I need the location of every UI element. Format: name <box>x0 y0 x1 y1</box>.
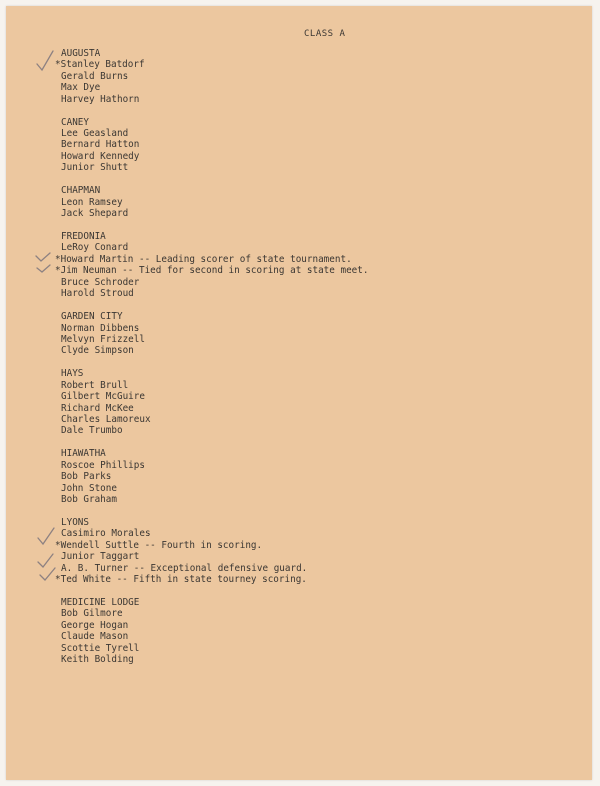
player-entry <box>55 59 368 70</box>
player-entry <box>61 551 368 562</box>
team-name: HIAWATHA <box>61 448 106 460</box>
player-entry <box>61 208 368 219</box>
player-entry <box>61 460 368 471</box>
player-text: Lee Geasland <box>61 128 129 140</box>
player-text: Robert Brull <box>61 379 129 391</box>
player-entry <box>55 265 368 276</box>
team-group <box>61 517 368 585</box>
player-entry <box>61 631 368 642</box>
checkmark-icon <box>37 51 53 70</box>
page-title: CLASS A <box>304 29 346 39</box>
player-text: A. B. Turner -- Exceptional defensive guard. <box>61 562 308 574</box>
player-text: Claude Mason <box>61 631 129 643</box>
player-entry <box>61 242 368 253</box>
player-entry <box>61 345 368 356</box>
player-text: Junior Taggart <box>61 551 140 563</box>
player-entry <box>55 540 368 551</box>
checkmark-icon <box>36 253 50 261</box>
player-text: Howard Kennedy <box>61 150 140 162</box>
player-text: * Howard Martin -- Leading scorer of state tournament. <box>55 254 352 265</box>
team-name: FREDONIA <box>61 231 106 243</box>
player-text: Max Dye <box>61 82 101 94</box>
player-entry <box>61 391 368 402</box>
player-text: George Hogan <box>61 619 129 631</box>
checkmark-icon <box>38 528 54 544</box>
team-name: AUGUSTA <box>61 48 101 59</box>
checkmark-icon <box>37 265 50 272</box>
player-text: Bruce Schroder <box>61 276 140 288</box>
team-group <box>61 311 368 357</box>
team-name: GARDEN CITY <box>61 311 123 323</box>
player-entry <box>61 94 368 105</box>
player-text: Bob Parks <box>61 471 112 483</box>
player-entry <box>61 494 368 505</box>
player-entry <box>61 139 368 150</box>
team-name: MEDICINE LODGE <box>61 597 140 608</box>
player-entry <box>61 654 368 665</box>
roster-list <box>61 48 368 677</box>
team-group <box>61 48 368 105</box>
player-entry <box>55 574 368 585</box>
player-entry <box>61 483 368 494</box>
player-entry <box>61 71 368 82</box>
player-entry <box>61 471 368 482</box>
player-text: Bob Gilmore <box>61 608 123 620</box>
player-text: Gerald Burns <box>61 70 129 82</box>
team-name: CANEY <box>61 116 89 128</box>
checkmark-icon <box>38 554 53 567</box>
player-entry <box>61 151 368 162</box>
player-text: * Wendell Suttle -- Fourth in scoring. <box>55 540 262 551</box>
team-name: HAYS <box>61 368 84 380</box>
player-entry <box>61 197 368 208</box>
player-entry <box>61 643 368 654</box>
player-entry <box>61 162 368 173</box>
player-entry <box>61 128 368 139</box>
player-text: Norman Dibbens <box>61 322 140 334</box>
team-group <box>61 231 368 299</box>
player-text: Gilbert McGuire <box>61 391 145 403</box>
player-text: Leon Ramsey <box>61 196 123 208</box>
player-entry <box>61 380 368 391</box>
team-group <box>61 117 368 174</box>
player-text: Casimiro Morales <box>61 528 151 540</box>
player-entry <box>61 425 368 436</box>
team-group <box>61 185 368 219</box>
player-text: Jack Shepard <box>61 208 129 220</box>
player-text: Junior Shutt <box>61 162 129 174</box>
player-text: Harvey Hathorn <box>61 93 140 105</box>
player-text: LeRoy Conard <box>61 242 129 254</box>
player-entry <box>55 254 368 265</box>
player-text: John Stone <box>61 482 117 494</box>
team-group <box>61 597 368 665</box>
player-text: * Jim Neuman -- Tied for second in scoring at state meet. <box>55 265 368 276</box>
player-entry <box>61 323 368 334</box>
player-text: Keith Bolding <box>61 654 134 666</box>
checkmark-icon <box>40 568 55 580</box>
team-group <box>61 448 368 505</box>
player-entry <box>61 620 368 631</box>
player-text: * Ted White -- Fifth in state tourney scoring. <box>55 574 307 585</box>
player-entry <box>61 288 368 299</box>
player-text: Bob Graham <box>61 493 117 505</box>
player-text: Harold Stroud <box>61 288 134 300</box>
player-entry <box>61 414 368 425</box>
player-text: Charles Lamoreux <box>61 413 151 425</box>
document-page <box>6 6 592 780</box>
player-text: Melvyn Frizzell <box>61 333 145 345</box>
player-text: Clyde Simpson <box>61 345 134 357</box>
player-text: Scottie Tyrell <box>61 642 140 654</box>
team-name: CHAPMAN <box>61 185 101 197</box>
player-text: Roscoe Phillips <box>61 459 145 471</box>
player-text: * Stanley Batdorf <box>55 59 145 70</box>
player-entry <box>61 528 368 539</box>
team-group <box>61 368 368 436</box>
player-entry <box>61 608 368 619</box>
player-entry <box>61 277 368 288</box>
player-text: Dale Trumbo <box>61 425 123 437</box>
team-name: LYONS <box>61 516 89 528</box>
player-entry <box>61 563 368 574</box>
player-entry <box>61 403 368 414</box>
player-text: Bernard Hatton <box>61 139 140 151</box>
player-entry <box>61 82 368 93</box>
player-text: Richard McKee <box>61 402 134 414</box>
player-entry <box>61 334 368 345</box>
